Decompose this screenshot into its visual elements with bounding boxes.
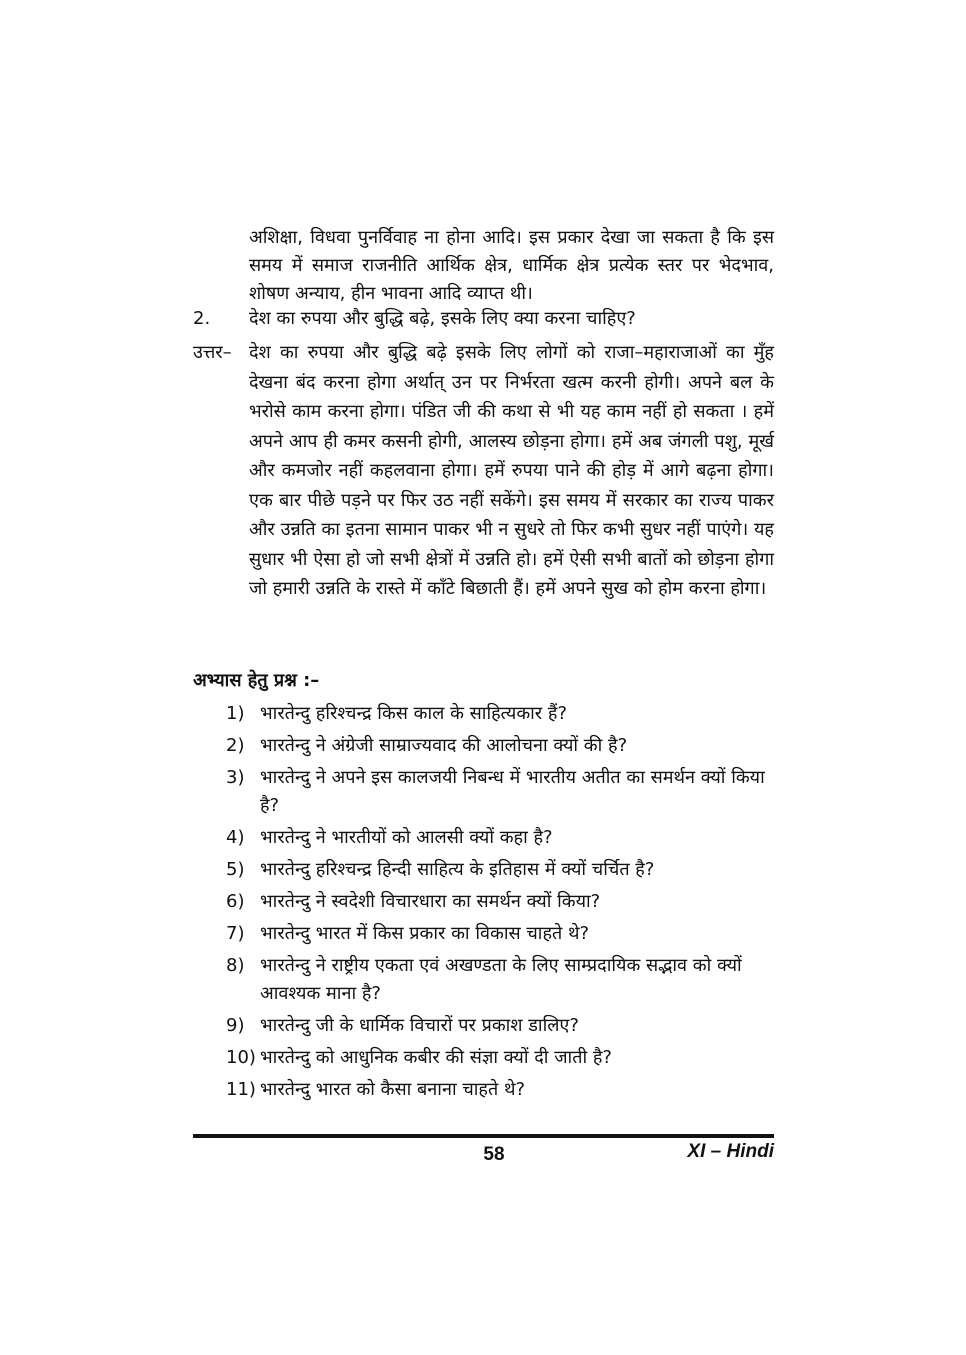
list-item-number: 10): [226, 1047, 256, 1068]
list-item-text: भारतेन्दु ने अपने इस कालजयी निबन्ध में भारतीय अतीत का समर्थन क्यों किया है?: [260, 767, 765, 816]
list-item-text: भारतेन्दु ने भारतीयों को आलसी क्यों कहा है?: [260, 827, 553, 848]
list-item: [226, 920, 774, 948]
list-item: [226, 952, 774, 1008]
list-item-text: भारतेन्दु हरिश्चन्द्र किस काल के साहित्यकार हैं?: [260, 703, 568, 724]
list-item-text: भारतेन्दु ने अंग्रेजी साम्राज्यवाद की आलोचना क्यों की है?: [260, 735, 628, 756]
book-label: XI – Hindi: [687, 1141, 774, 1162]
list-item-number: 7): [226, 923, 245, 944]
list-item-text: भारतेन्दु भारत में किस प्रकार का विकास चाहते थे?: [260, 923, 590, 944]
exercise-heading: अभ्यास हेतु प्रश्न :–: [193, 670, 320, 691]
list-item-text: भारतेन्दु हरिश्चन्द्र हिन्दी साहित्य के इतिहास में क्यों चर्चित है?: [260, 859, 655, 880]
list-item-number: 5): [226, 859, 245, 880]
list-item: [226, 1012, 774, 1040]
list-item-number: 8): [226, 955, 245, 976]
list-item-number: 2): [226, 735, 245, 756]
footer-divider: [193, 1134, 774, 1138]
list-item-text: भारतेन्दु को आधुनिक कबीर की संज्ञा क्यों दी जाती है?: [260, 1047, 612, 1068]
continuation-paragraph: अशिक्षा, विधवा पुनर्विवाह ना होना आदि। इस प्रकार देखा जा सकता है कि इस समय में समाज राजनीति आर्थिक क्षेत्र, धार्मिक क्षेत्र प्रत्येक स्तर पर भेदभाव, शोषण अन्याय, हीन भावना आदि व्याप्त थी।: [249, 227, 774, 304]
list-item: [226, 888, 774, 916]
question-text: देश का रुपया और बुद्धि बढ़े, इसके लिए क्या करना चाहिए?: [249, 308, 636, 329]
list-item: [226, 1076, 774, 1104]
list-item: [226, 1044, 774, 1072]
list-item: [226, 856, 774, 884]
list-item: [226, 700, 774, 728]
list-item-text: भारतेन्दु ने राष्ट्रीय एकता एवं अखण्डता के लिए साम्प्रदायिक सद्भाव को क्यों आवश्यक माना है?: [260, 955, 742, 1004]
list-item-number: 11): [226, 1079, 256, 1100]
question-number: 2.: [193, 308, 211, 329]
list-item-text: भारतेन्दु ने स्वदेशी विचारधारा का समर्थन क्यों किया?: [260, 891, 601, 912]
list-item-number: 6): [226, 891, 245, 912]
exercise-question-list: [226, 700, 774, 1108]
answer-label: उत्तर–: [193, 342, 232, 363]
list-item: [226, 732, 774, 760]
page-number: 58: [483, 1144, 505, 1165]
list-item-number: 9): [226, 1015, 245, 1036]
list-item-number: 1): [226, 703, 245, 724]
list-item-text: भारतेन्दु जी के धार्मिक विचारों पर प्रकाश डालिए?: [260, 1015, 579, 1036]
answer-text: देश का रुपया और बुद्धि बढ़े इसके लिए लोगों को राजा–महाराजाओं का मुँह देखना बंद करना होगा अर्थात् उन पर निर्भरता खत्म करनी होगी। अपने बल के भरोसे काम करना होगा। पंडित जी की कथा से भी यह काम नहीं हो सकता । हमें अपने आप ही कमर कसनी होगी, आलस्य छोड़ना होगा। हमें अब जंगली पशु, मूर्ख और कमजोर नहीं कहलवाना होगा। हमें रुपया पाने की होड़ में आगे बढ़ना होगा। एक बार पीछे पड़ने पर फिर उठ नहीं सकेंगे। इस समय में सरकार का राज्य पाकर और उन्नति का इतना सामान पाकर भी न सुधरे तो फिर कभी सुधर नहीं पाएंगे। यह सुधार भी ऐसा हो जो सभी क्षेत्रों में उन्नति हो। हमें ऐसी सभी बातों को छोड़ना होगा जो हमारी उन्नति के रास्ते में काँटे बिछाती हैं। हमें अपने सुख को होम करना होगा।: [249, 342, 774, 599]
list-item: [226, 764, 774, 820]
list-item: [226, 824, 774, 852]
list-item-text: भारतेन्दु भारत को कैसा बनाना चाहते थे?: [260, 1079, 526, 1100]
list-item-number: 3): [226, 767, 245, 788]
list-item-number: 4): [226, 827, 245, 848]
